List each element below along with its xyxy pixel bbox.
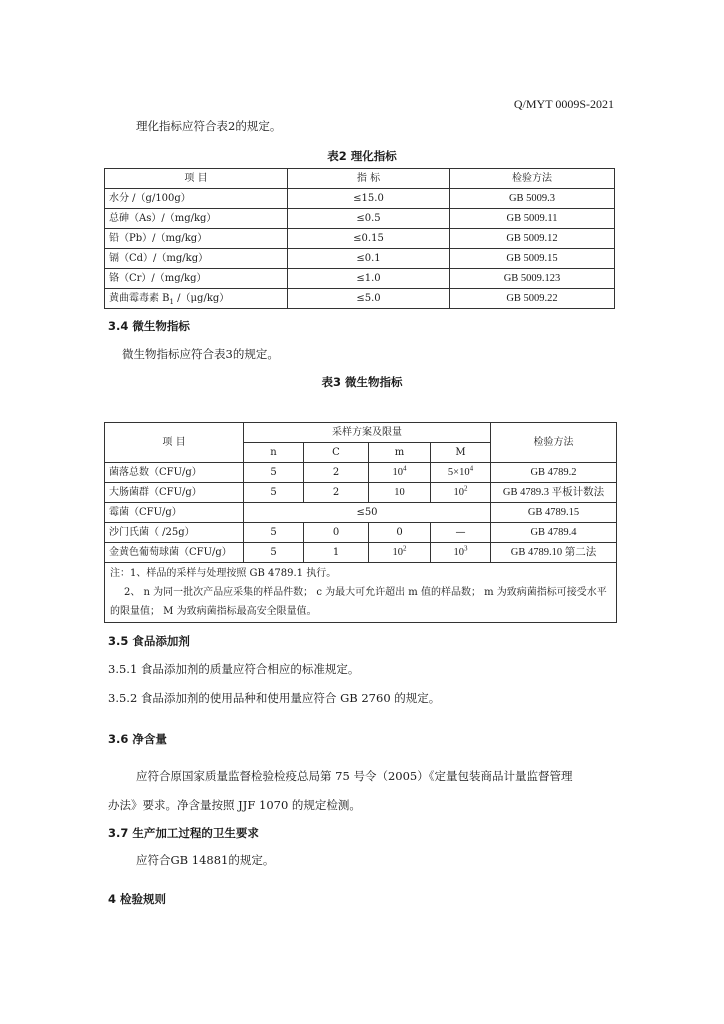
table-row [105,543,617,563]
table-cell-method: GB 5009.15 [450,249,615,269]
table-header-plan: 采样方案及限量 [244,423,491,443]
table-cell-M: — [431,523,491,543]
table-cell-item: 菌落总数（CFU/g） [105,463,244,483]
table-cell-value: ≤0.15 [288,229,450,249]
table-cell-c: 0 [304,523,369,543]
table-cell-value: ≤0.5 [288,209,450,229]
note-1: 注：1、样品的采样与处理按照 GB 4789.1 执行。 [110,568,337,579]
table-cell-M [431,483,491,503]
table-cell-m: 0 [369,523,431,543]
m-exponent: 2 [403,544,407,553]
table-cell-method: GB 5009.3 [450,189,615,209]
table-cell-m [369,543,431,563]
table-cell-method: GB 4789.4 [491,523,617,543]
table-cell-item [105,289,288,309]
table-row [105,463,617,483]
table-cell-item: 水分 /（g/100g） [105,189,288,209]
table-header-item: 项 目 [105,423,244,463]
table-header-item: 项 目 [105,169,288,189]
section-3-7-text: 应符合GB 14881的规定。 [136,853,275,867]
M-exponent: 4 [469,464,474,473]
M-exponent: 2 [464,484,468,493]
m-base: 10 [392,467,403,478]
table3 [104,422,617,623]
table-note [105,563,617,623]
table-cell-method: GB 5009.12 [450,229,615,249]
M-base: 10 [453,487,464,498]
M-base: 10 [453,547,464,558]
table-cell-value: ≤15.0 [288,189,450,209]
table-note-row [105,563,617,623]
document-number: Q/MYT 0009S-2021 [513,97,614,111]
section-3-4-text: 微生物指标应符合表3的规定。 [122,347,279,361]
table-cell-item: 大肠菌群（CFU/g） [105,483,244,503]
table-cell-n: 5 [244,543,304,563]
table-row [105,209,615,229]
table-header-row [105,423,617,443]
table-header-method: 检验方法 [491,423,617,463]
table-cell-method: GB 5009.123 [450,269,615,289]
m-exponent: 4 [403,464,407,473]
note-2: 2、 n 为同一批次产品应采集的样品件数； c 为最大可允许超出 m 值的样品数； m 为致病菌指标可接受水平的限量值； M 为致病菌指标最高安全限量值。 [110,587,607,617]
section-4-heading: 4 检验规则 [108,892,167,906]
table-cell-M [431,463,491,483]
table-header-row [105,169,615,189]
table-cell-value: ≤5.0 [288,289,450,309]
table-row [105,523,617,543]
table2-caption: 表2 理化指标 [327,149,397,163]
table-cell-item: 霉菌（CFU/g） [105,503,244,523]
table-row [105,189,615,209]
section-3-7-heading: 3.7 生产加工过程的卫生要求 [108,826,259,840]
table-row [105,249,615,269]
table-cell-method: GB 5009.11 [450,209,615,229]
table3-caption: 表3 微生物指标 [321,375,403,389]
table-cell-c: 2 [304,463,369,483]
table-cell-item: 镉（Cd）/（mg/kg） [105,249,288,269]
table-cell-method: GB 4789.2 [491,463,617,483]
table-cell-c: 1 [304,543,369,563]
table-cell-item: 铬（Cr）/（mg/kg） [105,269,288,289]
section-3-6-line2: 办法》要求。净含量按照 JJF 1070 的规定检测。 [108,798,361,812]
table-row [105,269,615,289]
table-cell-n: 5 [244,483,304,503]
section-3-6-heading: 3.6 净含量 [108,732,167,746]
table-cell-method: GB 5009.22 [450,289,615,309]
section-3-5-2-text: 3.5.2 食品添加剂的使用品种和使用量应符合 GB 2760 的规定。 [108,691,441,705]
table-cell-limit: ≤50 [244,503,491,523]
table-cell-m [369,463,431,483]
table-cell-c: 2 [304,483,369,503]
table-cell-M [431,543,491,563]
table-cell-method: GB 4789.3 平板计数法 [491,483,617,503]
M-exponent: 3 [464,544,468,553]
item-unit: /（μg/kg） [174,293,230,304]
item-main: 黄曲霉毒素 B [109,293,170,304]
m-base: 10 [392,547,403,558]
table-row [105,229,615,249]
table-header-method: 检验方法 [450,169,615,189]
section-3-6-line1: 应符合原国家质量监督检验检疫总局第 75 号令（2005）《定量包装商品计量监督管理 [136,769,573,783]
table-cell-item: 金黄色葡萄球菌（CFU/g） [105,543,244,563]
table-row [105,483,617,503]
item-subscript: 1 [169,298,174,306]
table-cell-item: 总砷（As）/（mg/kg） [105,209,288,229]
table-cell-value: ≤0.1 [288,249,450,269]
section-3-4-heading: 3.4 微生物指标 [108,319,190,333]
table2 [104,168,615,309]
table-header-M: M [431,443,491,463]
table-cell-item: 铅（Pb）/（mg/kg） [105,229,288,249]
table-header-m: m [369,443,431,463]
intro-text: 理化指标应符合表2的规定。 [136,119,282,133]
table-header-value: 指 标 [288,169,450,189]
table-cell-n: 5 [244,523,304,543]
table-cell-n: 5 [244,463,304,483]
table-cell-method: GB 4789.10 第二法 [491,543,617,563]
table-cell-method: GB 4789.15 [491,503,617,523]
table-header-n: n [244,443,304,463]
section-3-5-1-text: 3.5.1 食品添加剂的质量应符合相应的标准规定。 [108,662,360,676]
table-cell-value: ≤1.0 [288,269,450,289]
table-cell-m: 10 [369,483,431,503]
table-cell-item: 沙门氏菌（ /25g） [105,523,244,543]
M-base: 5×10 [447,467,470,478]
table-row [105,503,617,523]
table-header-c: C [304,443,369,463]
section-3-5-heading: 3.5 食品添加剂 [108,634,190,648]
table-row [105,289,615,309]
